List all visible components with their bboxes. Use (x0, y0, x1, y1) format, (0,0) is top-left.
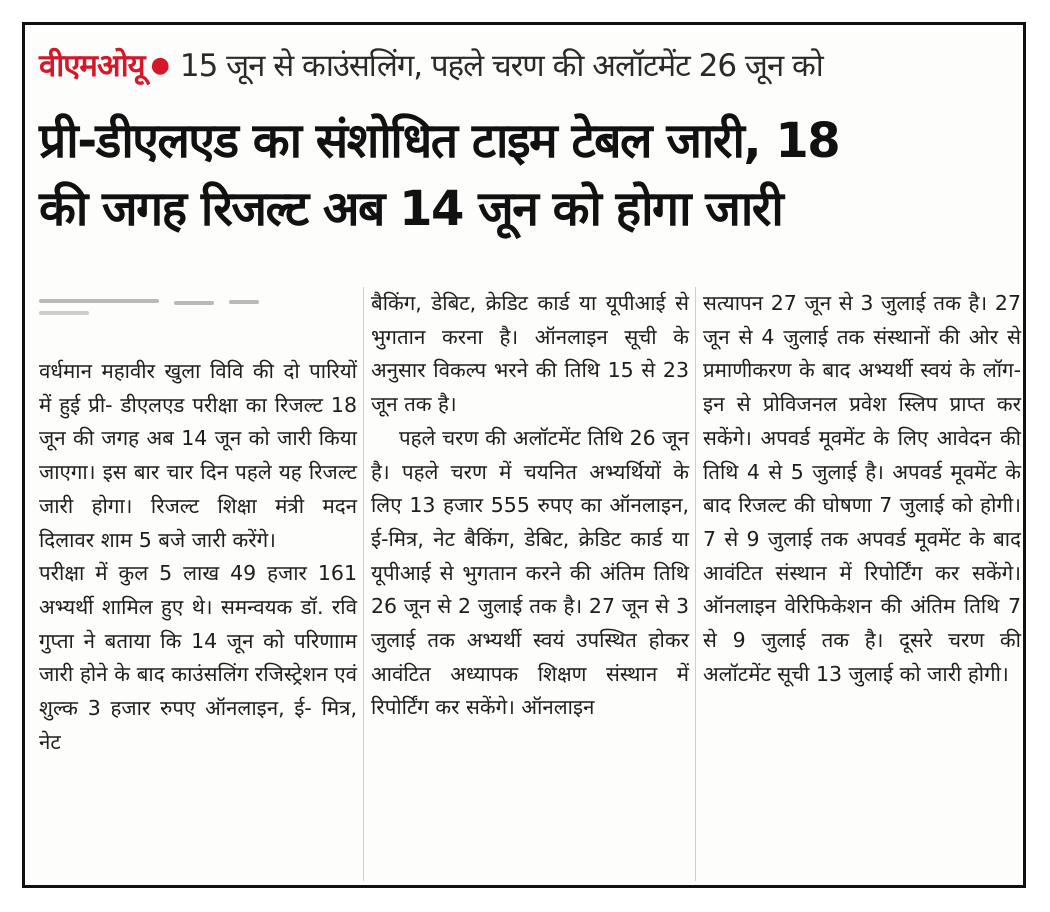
kicker-line (39, 37, 1009, 93)
kicker-tag: वीएमओयू (39, 48, 145, 84)
byline-smudge (229, 300, 259, 304)
column-2 (371, 287, 689, 725)
paragraph: पहले चरण की अलॉटमेंट तिथि 26 जून है। पहले चरण में चयनित अभ्यर्थियों के लिए 13 हजार 555 रुपए का ऑनलाइन, ई-मित्र, नेट बैकिंग, डेबिट, क्रेडिट कार्ड या यूपीआई से भुगतान करने की अंतिम तिथि 26 जून से 2 जुलाई तक है। 27 जून से 3 जुलाई तक अभ्यर्थी स्वयं उपस्थित होकर आवंटित अध्यापक शिक्षण संस्थान में रिपोर्टिंग कर सकेंगे। ऑनलाइन (371, 425, 689, 720)
headline-line-1: प्री-डीएलएड का संशोधित टाइम टेबल जारी, 18 (39, 113, 840, 169)
byline-smudge (39, 299, 159, 303)
column-divider (363, 287, 364, 881)
bullet-icon: ● (150, 52, 170, 78)
byline-smudge (174, 301, 214, 305)
column-divider (695, 287, 696, 881)
paragraph: वर्धमान महावीर खुला विवि की दो पारियों में हुई प्री- डीएलएड परीक्षा का रिजल्ट 18 जून की जगह अब 14 जून को जारी किया जाएगा। इस बार चार दिन पहले यह रिजल्ट जारी होगा। रिजल्ट शिक्षा मंत्री मदन दिलावर शाम 5 बजे जारी करेंगे। (39, 359, 357, 552)
headline (39, 107, 1014, 243)
column-3 (703, 287, 1021, 691)
headline-line-2: की जगह रिजल्ट अब 14 जून को होगा जारी (39, 181, 783, 237)
news-clipping (22, 22, 1026, 888)
byline-smudge (39, 311, 89, 315)
paragraph: बैकिंग, डेबिट, क्रेडिट कार्ड या यूपीआई से भुगतान करना है। ऑनलाइन सूची के अनुसार विकल्प भरने की तिथि 15 से 23 जून तक है। (371, 291, 689, 417)
column-1 (39, 355, 357, 759)
kicker-text: 15 जून से काउंसलिंग, पहले चरण की अलॉटमेंट 26 जून को (179, 48, 823, 84)
blurred-byline (39, 291, 289, 317)
paragraph: परीक्षा में कुल 5 लाख 49 हजार 161 अभ्यर्थी शामिल हुए थे। समन्वयक डॉ. रवि गुप्ता ने बताया कि 14 जून को परिणााम जारी होने के बाद काउंसलिंग रजिस्ट्रेशन एवं शुल्क 3 हजार रुपए ऑनलाइन, ई- मित्र, नेट (39, 561, 357, 754)
paragraph: सत्यापन 27 जून से 3 जुलाई तक है। 27 जून से 4 जुलाई तक संस्थानों की ओर से प्रमाणीकरण के बाद अभ्यर्थी स्वयं के लॉग-इन से प्रोविजनल प्रवेश स्लिप प्राप्त कर सकेंगे। अपवर्ड मूवमेंट के लिए आवेदन की तिथि 4 से 5 जुलाई है। अपवर्ड मूवमेंट के बाद रिजल्ट की घोषणा 7 जुलाई को होगी। 7 से 9 जुलाई तक अपवर्ड मूवमेंट के बाद आवंटित संस्थान में रिपोर्टिंग कर सकेंगे। ऑनलाइन वेरिफिकेशन की अंतिम तिथि 7 से 9 जुलाई तक है। दूसरे चरण की अलॉटमेंट सूची 13 जुलाई को जारी होगी। (703, 291, 1021, 686)
